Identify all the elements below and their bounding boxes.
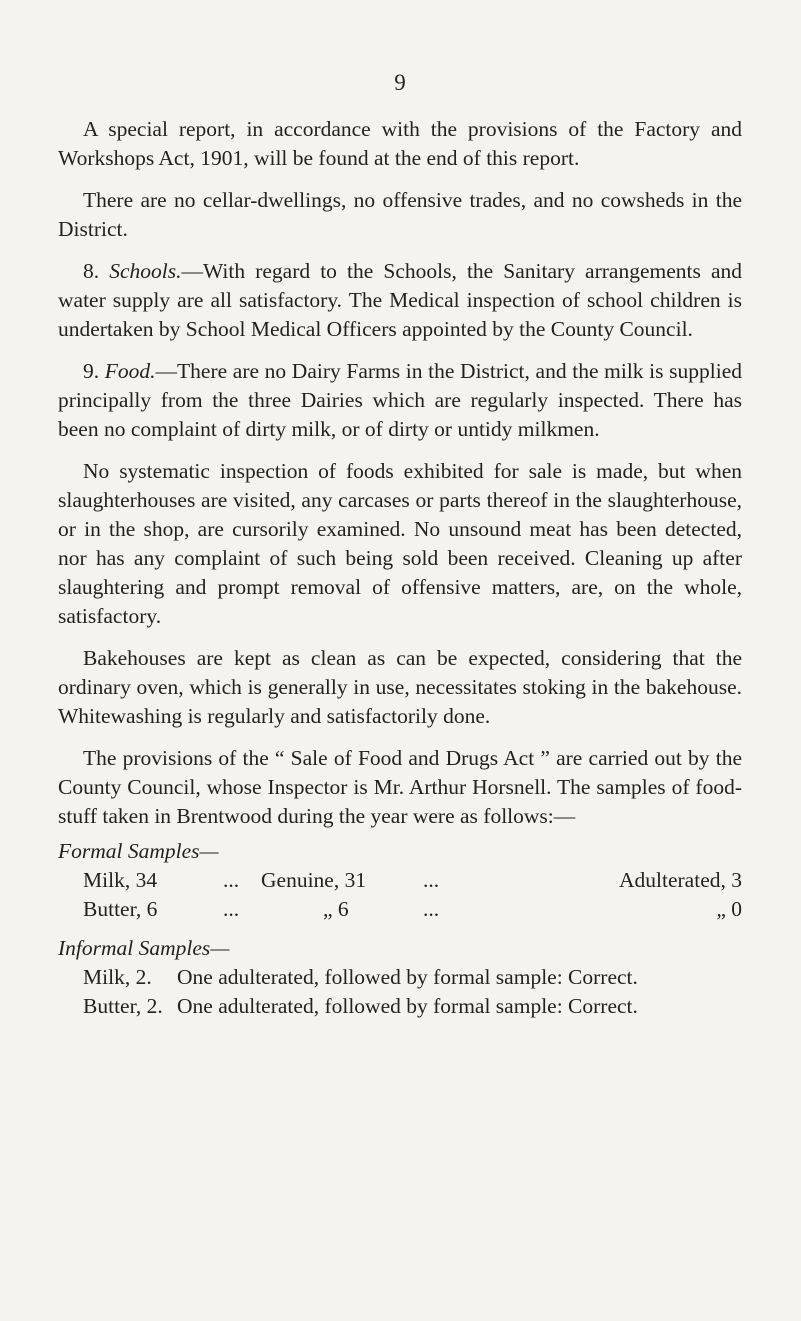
sample-item: Milk, 34 bbox=[83, 868, 158, 892]
adulterated-count: Adulterated, 3 bbox=[619, 868, 742, 892]
table-row bbox=[83, 895, 742, 924]
food-text: —There are no Dairy Farms in the District, and the milk is supplied principally from the three Dairies which are regularly inspected. There has been no complaint of dirty milk, or of dirty or untidy milkmen. bbox=[58, 359, 743, 441]
informal-samples-heading: Informal Samples— bbox=[58, 936, 230, 960]
schools-text: —With regard to the Schools, the Sanitary arrangements and water supply are all satisfactory. The Medical inspection of school children is undertaken by School Medical Officers appointed by the County Council. bbox=[58, 259, 742, 341]
section-number: 9. bbox=[83, 359, 100, 383]
table-row bbox=[83, 866, 742, 895]
formal-samples-section bbox=[58, 837, 742, 924]
leader-dots: ... bbox=[222, 897, 240, 921]
leader-dots: ... bbox=[222, 868, 240, 892]
section-number: 8. bbox=[83, 259, 100, 283]
paragraph-food bbox=[58, 357, 742, 444]
report-body bbox=[58, 115, 742, 1021]
paragraph-sale-of-food: The provisions of the “ Sale of Food and Drugs Act ” are carried out by the County Council, whose Inspector is Mr. Arthur Horsnell. The samples of food-stuff taken in Brentwood during the year were as follows:— bbox=[58, 746, 742, 828]
list-item bbox=[83, 963, 742, 992]
sample-item: Milk, 2. bbox=[83, 965, 152, 989]
paragraph-cellar-dwellings: There are no cellar-dwellings, no offensive trades, and no cowsheds in the District. bbox=[58, 188, 742, 241]
adulterated-count: „ 0 bbox=[716, 897, 742, 921]
page-number: 9 bbox=[394, 70, 406, 95]
paragraph-special-report: A special report, in accordance with the provisions of the Factory and Workshops Act, 1901, will be found at the end of this report. bbox=[58, 117, 742, 170]
leader-dots: ... bbox=[422, 868, 440, 892]
formal-samples-heading: Formal Samples— bbox=[58, 839, 219, 863]
genuine-count: „ 6 bbox=[323, 897, 349, 921]
paragraph-schools bbox=[58, 257, 742, 344]
list-item bbox=[83, 992, 742, 1021]
paragraph-food-inspection: No systematic inspection of foods exhibited for sale is made, but when slaughterhouses are visited, any carcases or parts thereof in the slaughterhouse, or in the shop, are cursorily examined. No unsound meat has been detected, nor has any complaint of such being sold been received. Cleaning up after slaughtering and prompt removal of offensive matters, are, on the whole, satisfactory. bbox=[58, 459, 742, 628]
sample-item: Butter, 6 bbox=[83, 897, 158, 921]
paragraph-bakehouses: Bakehouses are kept as clean as can be expected, considering that the ordinary oven, which is generally in use, necessitates stoking in the bakehouse. Whitewashing is regularly and satisfactorily done. bbox=[58, 646, 742, 728]
informal-samples-section bbox=[58, 934, 742, 1021]
section-heading-schools: Schools. bbox=[109, 259, 182, 283]
section-heading-food: Food. bbox=[104, 359, 156, 383]
leader-dots: ... bbox=[422, 897, 440, 921]
sample-result: One adulterated, followed by formal sample: Correct. bbox=[177, 994, 638, 1018]
sample-result: One adulterated, followed by formal sample: Correct. bbox=[177, 965, 638, 989]
sample-item: Butter, 2. bbox=[83, 994, 163, 1018]
genuine-count: Genuine, 31 bbox=[261, 868, 367, 892]
